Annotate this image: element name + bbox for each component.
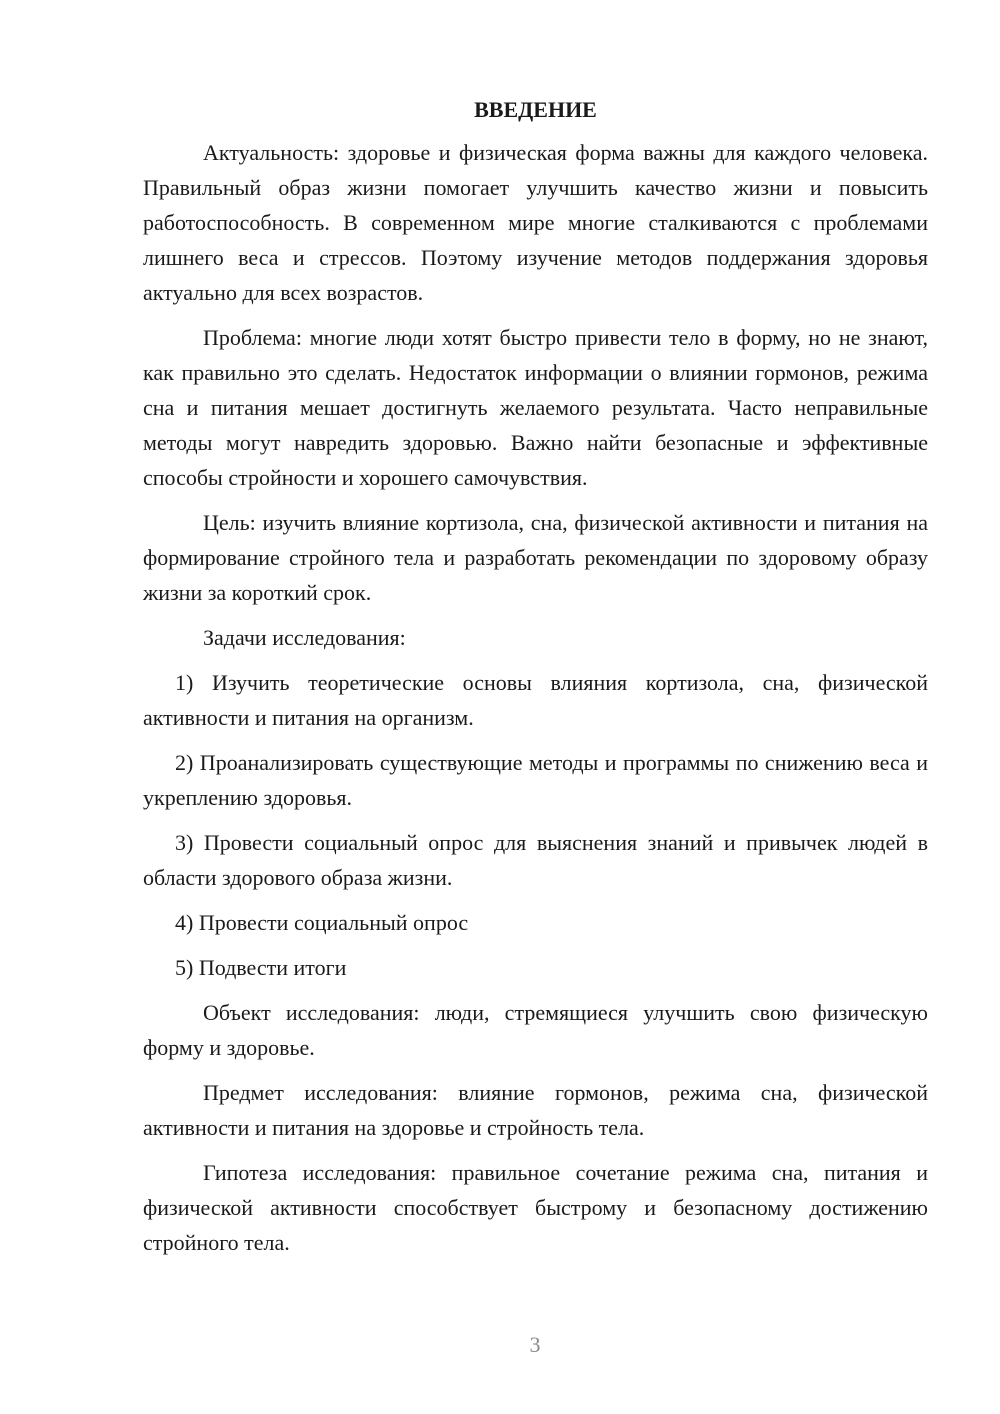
relevance-paragraph: Актуальность: здоровье и физическая форма важны для каждого человека. Правильный образ жизни помогает улучшить качество жизни и повысить работоспособность. В современном мире многие сталкиваются с проблемами лишнего веса и стрессов. Поэтому изучение методов поддержания здоровья актуально для всех возрастов. — [143, 140, 928, 305]
hypothesis-paragraph: Гипотеза исследования: правильное сочетание режима сна, питания и физической активности способствует быстрому и безопасному достижению стройного тела. — [143, 1160, 928, 1255]
subject-paragraph: Предмет исследования: влияние гормонов, режима сна, физической активности и питания на здоровье и стройность тела. — [143, 1080, 928, 1140]
document-page — [143, 92, 928, 1270]
problem-paragraph: Проблема: многие люди хотят быстро привести тело в форму, но не знают, как правильно это сделать. Недостаток информации о влиянии гормонов, режима сна и питания мешает достигнуть желаемого результата. Часто неправильные методы могут навредить здоровью. Важно найти безопасные и эффективные способы стройности и хорошего самочувствия. — [143, 325, 928, 490]
page-title: ВВЕДЕНИЕ — [474, 97, 597, 122]
task-item-4: 4) Провести социальный опрос — [175, 910, 469, 935]
task-item-1: 1) Изучить теоретические основы влияния кортизола, сна, физической активности и питания на организм. — [143, 670, 928, 730]
object-paragraph: Объект исследования: люди, стремящиеся улучшить свою физическую форму и здоровье. — [143, 1000, 928, 1060]
task-item-5: 5) Подвести итоги — [175, 955, 347, 980]
page-number: 3 — [529, 1332, 541, 1357]
goal-paragraph: Цель: изучить влияние кортизола, сна, физической активности и питания на формирование стройного тела и разработать рекомендации по здоровому образу жизни за короткий срок. — [143, 510, 928, 605]
task-item-2: 2) Проанализировать существующие методы и программы по снижению веса и укреплению здоровья. — [143, 750, 928, 810]
task-item-3: 3) Провести социальный опрос для выяснения знаний и привычек людей в области здорового образа жизни. — [143, 830, 928, 890]
tasks-label: Задачи исследования: — [203, 625, 406, 650]
